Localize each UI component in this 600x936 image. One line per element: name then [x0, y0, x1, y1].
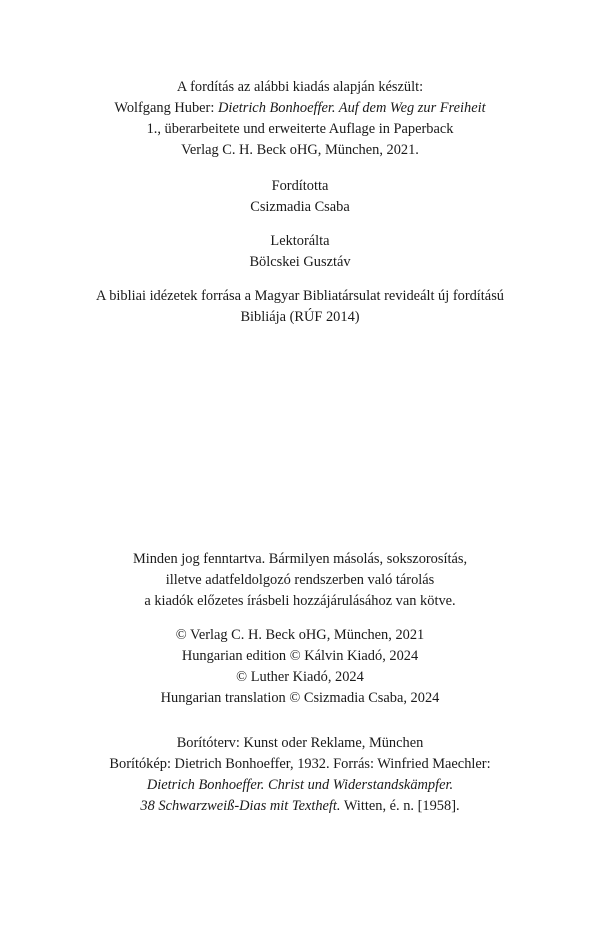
rights-block [0, 549, 600, 612]
source-edition-block [0, 77, 600, 161]
source-author-title [0, 98, 600, 119]
source-publisher: Verlag C. H. Beck oHG, München, 2021. [181, 142, 419, 158]
cover-credits-block [0, 733, 600, 817]
translator-label: Fordította [271, 178, 329, 194]
copyright-line-3: © Luther Kiadó, 2024 [236, 669, 364, 685]
source-intro: A fordítás az alábbi kiadás alapján készült: [176, 79, 424, 95]
copyright-line-2: Hungarian edition © Kálvin Kiadó, 2024 [181, 648, 419, 664]
cover-design: Borítóterv: Kunst oder Reklame, München [176, 735, 424, 751]
copyright-line-4: Hungarian translation © Csizmadia Csaba, 2024 [160, 690, 440, 706]
source-title: Dietrich Bonhoeffer. Auf dem Weg zur Freiheit [217, 100, 486, 116]
bible-note-block [0, 286, 600, 328]
copyright-block [0, 625, 600, 709]
translator-name: Csizmadia Csaba [250, 199, 350, 215]
cover-source-detail-italic: 38 Schwarzweiß-Dias mit Textheft. [140, 798, 341, 814]
cover-source-detail [0, 796, 600, 817]
source-edition: 1., überarbeitete und erweiterte Auflage in Paperback [146, 121, 454, 137]
rights-line-1: Minden jog fenntartva. Bármilyen másolás, sokszorosítás, [132, 551, 468, 567]
cover-source-title-italic: Dietrich Bonhoeffer. Christ und Widerstandskämpfer. [146, 777, 454, 793]
translator-block [0, 176, 600, 218]
rights-line-2: illetve adatfeldolgozó rendszerben való tárolás [165, 572, 435, 588]
copyright-line-1: © Verlag C. H. Beck oHG, München, 2021 [175, 627, 425, 643]
bible-note-line-2: Bibliája (RÚF 2014) [240, 309, 360, 325]
rights-line-3: a kiadók előzetes írásbeli hozzájárulásához van kötve. [144, 593, 456, 609]
cover-source-detail-rest: Witten, é. n. [1958]. [340, 798, 460, 814]
editor-label: Lektorálta [270, 233, 330, 249]
cover-source-title [0, 775, 600, 796]
bible-note-line-1: A bibliai idézetek forrása a Magyar Bibliatársulat revideált új fordítású [96, 288, 504, 304]
source-author: Wolfgang Huber: [114, 100, 218, 116]
editor-name: Bölcskei Gusztáv [249, 254, 351, 270]
editor-block [0, 231, 600, 273]
cover-photo: Borítókép: Dietrich Bonhoeffer, 1932. Forrás: Winfried Maechler: [109, 756, 491, 772]
